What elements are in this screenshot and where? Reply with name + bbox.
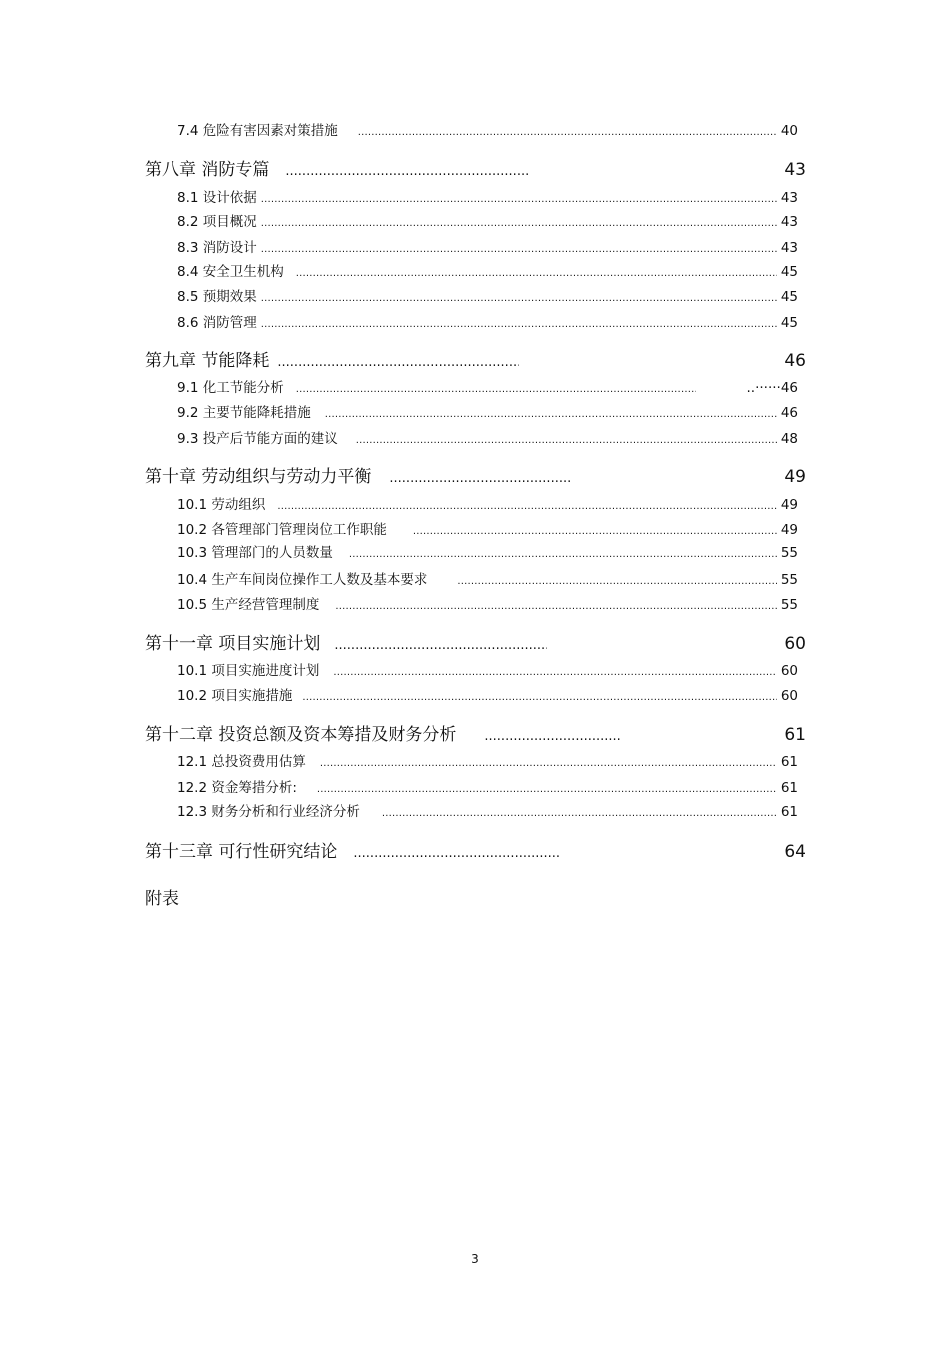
toc-entry-10-5[interactable] [177, 595, 798, 615]
dot-leader [296, 262, 777, 284]
toc-entry-11-1[interactable] [177, 661, 798, 681]
toc-entry-page: 46 [780, 405, 798, 421]
toc-chapter-label: 第九章 节能降耗 [145, 351, 270, 371]
toc-entry-page: 49 [780, 522, 798, 538]
toc-appendix[interactable]: 附表 [145, 889, 179, 909]
dot-leader [413, 520, 777, 542]
toc-entry-11-2[interactable] [177, 686, 798, 706]
toc-chapter-page: 60 [784, 634, 806, 654]
toc-entry-page: 60 [780, 663, 798, 679]
toc-chapter-8[interactable] [145, 157, 806, 183]
toc-entry-8-2[interactable] [177, 212, 798, 232]
toc-entry-label: 8.6 消防管理 [177, 315, 257, 331]
toc-entry-label: 10.1 劳动组织 [177, 497, 266, 513]
toc-entry-10-3[interactable] [177, 543, 798, 563]
dot-leader [334, 631, 547, 659]
toc-entry-page: 48 [780, 431, 798, 447]
toc-entry-page: 49 [780, 497, 798, 513]
toc-entry-8-3[interactable] [177, 238, 798, 258]
toc-entry-label: 10.5 生产经营管理制度 [177, 597, 320, 613]
toc-chapter-label: 第十章 劳动组织与劳动力平衡 [145, 467, 372, 487]
toc-entry-label: 12.3 财务分析和行业经济分析 [177, 804, 360, 820]
toc-entry-label: 9.3 投产后节能方面的建议 [177, 431, 338, 447]
toc-chapter-11[interactable] [145, 631, 806, 657]
toc-entry-page: 43 [780, 214, 798, 230]
toc-entry-label: 8.4 安全卫生机构 [177, 264, 284, 280]
toc-entry-label: 10.1 项目实施进度计划 [177, 663, 320, 679]
toc-chapter-9[interactable] [145, 348, 806, 374]
toc-entry-page: 55 [780, 597, 798, 613]
dot-leader [317, 778, 777, 800]
toc-entry-8-5[interactable] [177, 287, 798, 307]
toc-entry-label: 10.4 生产车间岗位操作工人数及基本要求 [177, 572, 428, 588]
toc-entry-label: 8.1 设计依据 [177, 190, 257, 206]
dot-leader [353, 839, 561, 867]
dot-leader [261, 313, 777, 335]
toc-entry-page: 43 [780, 190, 798, 206]
page-number: 3 [471, 1252, 479, 1266]
toc-entry-label: 10.2 项目实施措施 [177, 688, 293, 704]
toc-chapter-page: 61 [784, 725, 806, 745]
toc-chapter-10[interactable] [145, 464, 806, 490]
toc-entry-12-2[interactable] [177, 778, 798, 798]
dot-leader [333, 661, 776, 683]
dot-leader [358, 121, 777, 143]
toc-chapter-label: 第八章 消防专篇 [145, 160, 270, 180]
toc-entry-10-2[interactable] [177, 520, 798, 540]
dot-leader [277, 495, 776, 517]
dot-leader [320, 752, 777, 774]
toc-entry-7-4[interactable] [177, 121, 798, 141]
dot-leader [349, 543, 777, 565]
dot-leader [356, 429, 777, 451]
dot-leader [335, 595, 776, 617]
toc-entry-page: ..······46 [746, 380, 798, 396]
toc-entry-label: 10.3 管理部门的人员数量 [177, 545, 333, 561]
dot-leader [277, 348, 519, 376]
toc-entry-page: 45 [780, 315, 798, 331]
toc-chapter-page: 49 [784, 467, 806, 487]
toc-entry-12-1[interactable] [177, 752, 798, 772]
toc-entry-8-1[interactable] [177, 188, 798, 208]
toc-entry-label: 8.3 消防设计 [177, 240, 257, 256]
toc-entry-page: 55 [780, 545, 798, 561]
toc-entry-page: 43 [780, 240, 798, 256]
dot-leader [261, 212, 777, 234]
dot-leader [296, 378, 697, 400]
dot-leader [457, 570, 776, 592]
toc-entry-page: 45 [780, 289, 798, 305]
toc-entry-page: 61 [780, 804, 798, 820]
toc-entry-9-1[interactable] [177, 378, 798, 398]
toc-entry-page: 55 [780, 572, 798, 588]
toc-chapter-label: 第十三章 可行性研究结论 [145, 842, 338, 862]
toc-entry-page: 40 [780, 123, 798, 139]
toc-entry-label: 12.1 总投资费用估算 [177, 754, 306, 770]
toc-entry-page: 61 [780, 780, 798, 796]
toc-chapter-label: 第十二章 投资总额及资本筹措及财务分析 [145, 725, 457, 745]
toc-chapter-page: 43 [784, 160, 806, 180]
toc-entry-label: 12.2 资金筹措分析: [177, 780, 297, 796]
dot-leader [325, 403, 777, 425]
toc-entry-label: 10.2 各管理部门管理岗位工作职能 [177, 522, 387, 538]
toc-entry-10-1[interactable] [177, 495, 798, 515]
toc-entry-8-6[interactable] [177, 313, 798, 333]
toc-entry-label: 9.1 化工节能分析 [177, 380, 284, 396]
toc-entry-9-3[interactable] [177, 429, 798, 449]
toc-entry-label: 9.2 主要节能降耗措施 [177, 405, 311, 421]
toc-chapter-12[interactable] [145, 722, 806, 748]
dot-leader [261, 238, 777, 260]
dot-leader [261, 287, 777, 309]
dot-leader [302, 686, 776, 708]
dot-leader [382, 802, 777, 824]
toc-chapter-13[interactable] [145, 839, 806, 865]
toc-entry-12-3[interactable] [177, 802, 798, 822]
toc-chapter-page: 64 [784, 842, 806, 862]
dot-leader [484, 722, 622, 750]
dot-leader [261, 188, 777, 210]
toc-entry-label: 8.2 项目概况 [177, 214, 257, 230]
toc-chapter-label: 第十一章 项目实施计划 [145, 634, 321, 654]
toc-entry-page: 61 [780, 754, 798, 770]
toc-entry-10-4[interactable] [177, 570, 798, 590]
toc-entry-9-2[interactable] [177, 403, 798, 423]
toc-entry-page: 45 [780, 264, 798, 280]
toc-entry-label: 7.4 危险有害因素对策措施 [177, 123, 338, 139]
toc-entry-label: 8.5 预期效果 [177, 289, 257, 305]
toc-entry-8-4[interactable] [177, 262, 798, 282]
dot-leader [389, 464, 572, 492]
toc-chapter-page: 46 [784, 351, 806, 371]
toc-entry-page: 60 [780, 688, 798, 704]
dot-leader [285, 157, 530, 185]
